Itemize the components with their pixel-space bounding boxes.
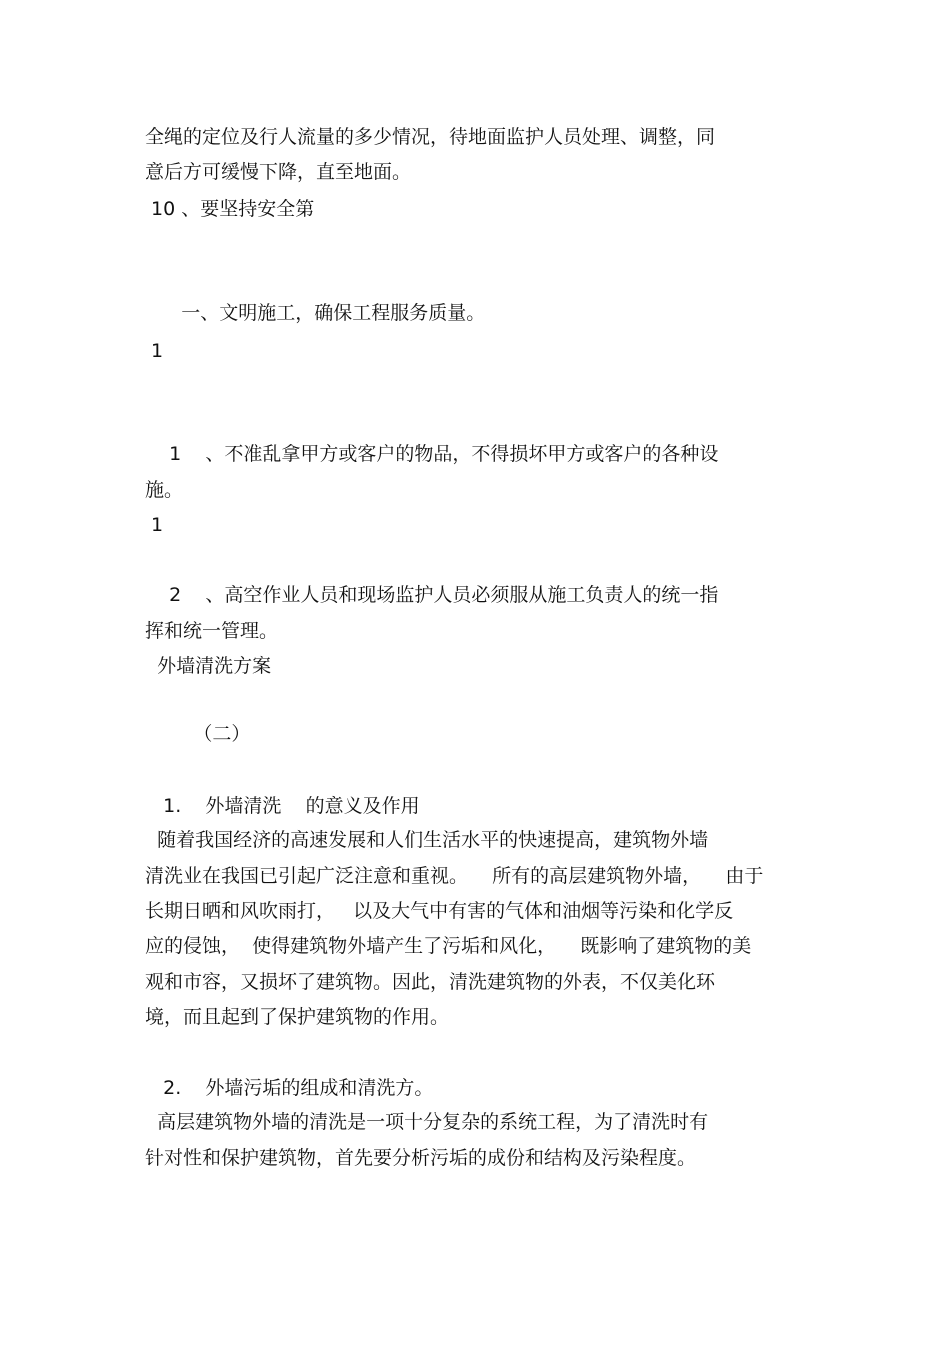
paragraph-line: 观和市容，又损坏了建筑物。因此，清洗建筑物的外表，不仅美化环 <box>145 971 716 993</box>
document-title: 外墙清洗方案 <box>145 655 272 677</box>
paragraph-line: 挥和统一管理。 <box>145 620 279 642</box>
list-item: 1 、不准乱拿甲方或客户的物品，不得损坏甲方或客户的各种设 <box>145 443 719 465</box>
section-heading: 2. 外墙污垢的组成和清洗方。 <box>145 1077 434 1099</box>
paragraph-line: 应的侵蚀， 使得建筑物外墙产生了污垢和风化， 既影响了建筑物的美 <box>145 935 752 957</box>
section-number: （二） <box>145 723 251 745</box>
paragraph-line: 长期日晒和风吹雨打， 以及大气中有害的气体和油烟等污染和化学反 <box>145 900 734 922</box>
paragraph-line: 高层建筑物外墙的清洗是一项十分复杂的系统工程，为了清洗时有 <box>145 1111 709 1133</box>
paragraph-line: 境，而且起到了保护建筑物的作用。 <box>145 1006 450 1028</box>
paragraph-line: 清洗业在我国已引起广泛注意和重视。 所有的高层建筑物外墙， 由于 <box>145 865 764 887</box>
section-heading: 1. 外墙清洗 的意义及作用 <box>145 795 420 817</box>
paragraph-line: 施。 <box>145 479 184 501</box>
number-label: 1 <box>145 340 164 362</box>
paragraph-line: 全绳的定位及行人流量的多少情况，待地面监护人员处理、调整，同 <box>145 126 716 148</box>
paragraph-line: 随着我国经济的高速发展和人们生活水平的快速提高，建筑物外墙 <box>145 829 709 851</box>
paragraph-line: 意后方可缓慢下降，直至地面。 <box>145 161 412 183</box>
section-heading: 10 、要坚持安全第 <box>145 198 315 220</box>
number-label: 1 <box>145 514 164 536</box>
list-item: 2 、高空作业人员和现场监护人员必须服从施工负责人的统一指 <box>145 584 719 606</box>
section-heading: 一、文明施工，确保工程服务质量。 <box>145 302 486 324</box>
paragraph-line: 针对性和保护建筑物，首先要分析污垢的成份和结构及污染程度。 <box>145 1147 697 1169</box>
